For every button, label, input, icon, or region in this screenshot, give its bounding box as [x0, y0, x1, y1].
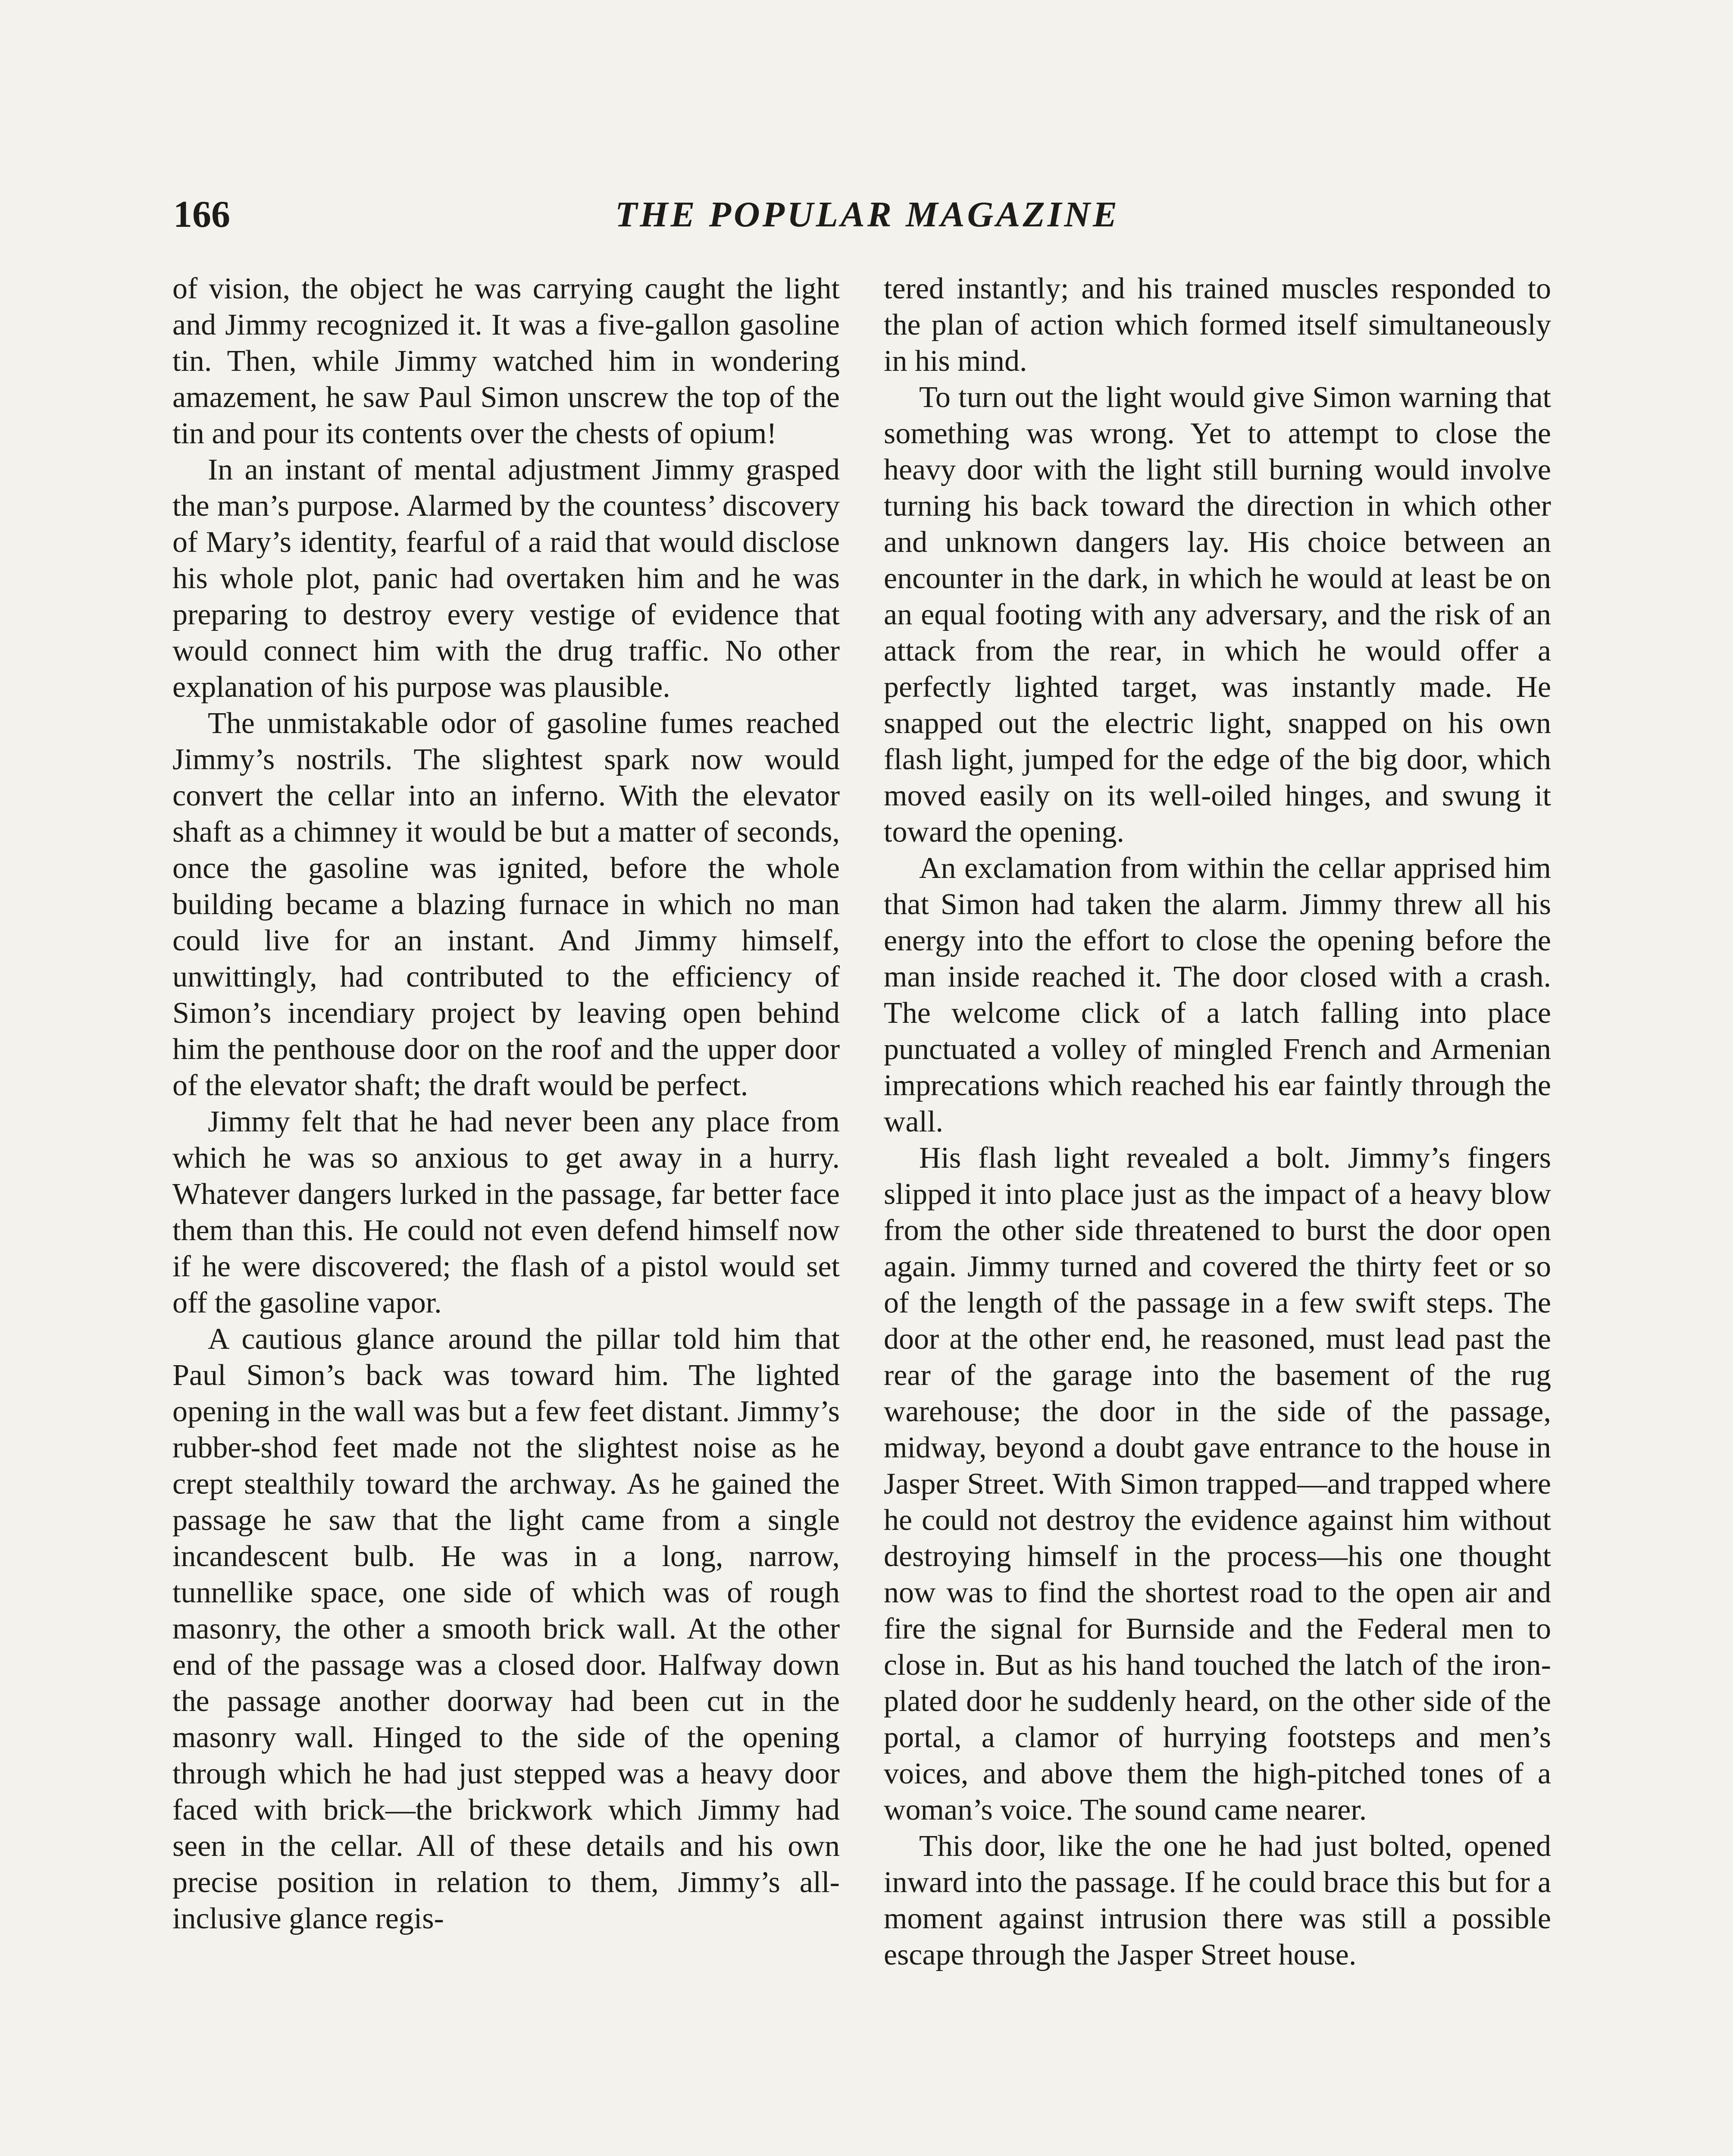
- paragraph: A cautious glance around the pillar told him that Paul Simon’s back was toward him. The lighted opening in the wall was but a few feet distant. Jimmy’s rubber-shod feet made not the slightest noise as he crept stealthily toward the archway. As he gained the passage he saw that the light came from a single incandescent bulb. He was in a long, narrow, tunnellike space, one side of which was of rough masonry, the other a smooth brick wall. At the other end of the passage was a closed door. Halfway down the passage another doorway had been cut in the masonry wall. Hinged to the side of the opening through which he had just stepped was a heavy door faced with brick—the brickwork which Jimmy had seen in the cellar. All of these details and his own precise position in relation to them, Jimmy’s all-inclusive glance regis-: [172, 1322, 840, 1935]
- right-column: [884, 271, 1551, 1973]
- page-header: [173, 189, 1561, 241]
- running-head: THE POPULAR MAGAZINE: [615, 194, 1120, 235]
- left-column: [172, 271, 840, 1937]
- paragraph: His flash light revealed a bolt. Jimmy’s fingers slipped it into place just as the impact of a heavy blow from the other side threatened to burst the door open again. Jimmy turned and covered the thirty feet or so of the length of the passage in a few swift steps. The door at the other end, he reasoned, must lead past the rear of the garage into the basement of the rug warehouse; the door in the side of the passage, midway, beyond a doubt gave entrance to the house in Jasper Street. With Simon trapped—and trapped where he could not destroy the evidence against him without destroying himself in the process—his one thought now was to find the shortest road to the open air and fire the signal for Burnside and the Federal men to close in. But as his hand touched the latch of the iron-plated door he suddenly heard, on the other side of the portal, a clamor of hurrying footsteps and men’s voices, and above them the high-pitched tones of a woman’s voice. The sound came nearer.: [884, 1141, 1551, 1827]
- page-number: 166: [173, 194, 230, 235]
- paragraph: This door, like the one he had just bolted, opened inward into the passage. If he could brace this but for a moment against intrusion there was still a possible escape through the Jasper Street house.: [884, 1830, 1551, 1971]
- paragraph: Jimmy felt that he had never been any place from which he was so anxious to get away in a hurry. Whatever dangers lurked in the passage, far better face them than this. He could not even defend himself now if he were discovered; the flash of a pistol would set off the gasoline vapor.: [172, 1105, 840, 1319]
- paragraph: To turn out the light would give Simon warning that something was wrong. Yet to attempt to close the heavy door with the light still burning would involve turning his back toward the direction in which other and unknown dangers lay. His choice between an encounter in the dark, in which he would at least be on an equal footing with any adversary, and the risk of an attack from the rear, in which he would offer a perfectly lighted target, was instantly made. He snapped out the electric light, snapped on his own flash light, jumped for the edge of the big door, which moved easily on its well-oiled hinges, and swung it toward the opening.: [884, 381, 1551, 849]
- paragraph: of vision, the object he was carrying caught the light and Jimmy recognized it. It was a five-gallon gasoline tin. Then, while Jimmy watched him in wondering amazement, he saw Paul Simon unscrew the top of the tin and pour its contents over the chests of opium!: [172, 272, 840, 450]
- paragraph: An exclamation from within the cellar apprised him that Simon had taken the alarm. Jimmy threw all his energy into the effort to close the opening before the man inside reached it. The door closed with a crash. The welcome click of a latch falling into place punctuated a volley of mingled French and Armenian imprecations which reached his ear faintly through the wall.: [884, 852, 1551, 1138]
- paragraph: The unmistakable odor of gasoline fumes reached Jimmy’s nostrils. The slightest spark now would convert the cellar into an inferno. With the elevator shaft as a chimney it would be but a matter of seconds, once the gasoline was ignited, before the whole building became a blazing furnace in which no man could live for an instant. And Jimmy himself, unwittingly, had contributed to the efficiency of Simon’s incendiary project by leaving open behind him the penthouse door on the roof and the upper door of the elevator shaft; the draft would be perfect.: [172, 707, 840, 1102]
- paragraph: In an instant of mental adjustment Jimmy grasped the man’s purpose. Alarmed by the countess’ discovery of Mary’s identity, fearful of a raid that would disclose his whole plot, panic had overtaken him and he was preparing to destroy every vestige of evidence that would connect him with the drug traffic. No other explanation of his purpose was plausible.: [172, 453, 840, 704]
- paragraph: tered instantly; and his trained muscles responded to the plan of action which formed itself simultaneously in his mind.: [884, 272, 1551, 378]
